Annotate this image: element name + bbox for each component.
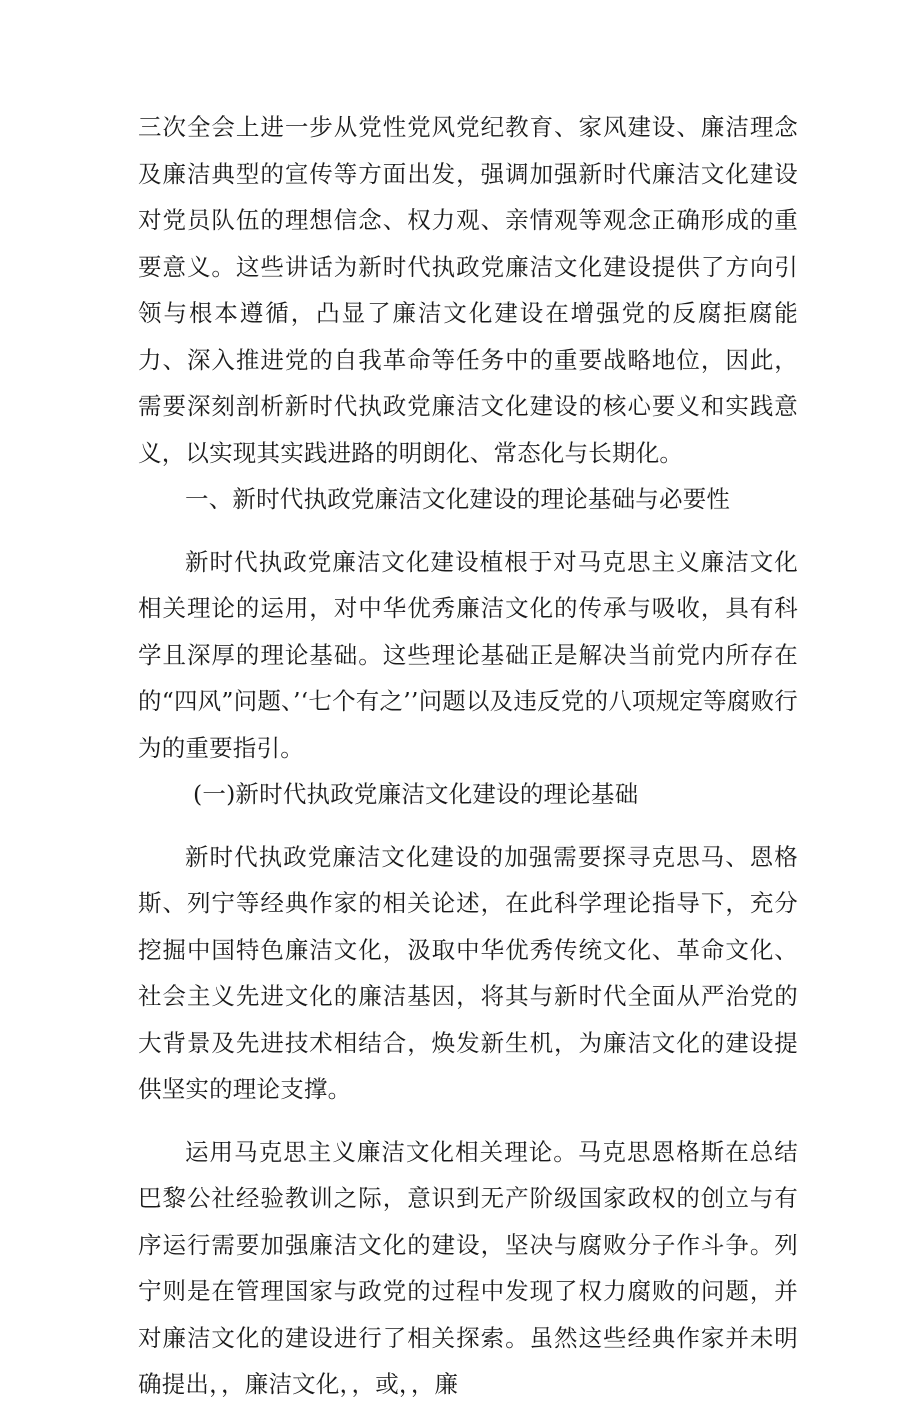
section-heading-1: 一、新时代执政党廉洁文化建设的理论基础与必要性 xyxy=(185,485,731,513)
paragraph-section-1-intro: 新时代执政党廉洁文化建设植根于对马克思主义廉洁文化相关理论的运用，对中华优秀廉洁文化的传承与吸收，具有科学且深厚的理论基础。这些理论基础正是解决当前党内所存在的“四风”问题、’‘七个有之’’问题以及违反党的八项规定等腐败行为的重要指引。 xyxy=(138,547,798,762)
paragraph-marxist-theory: 运用马克思主义廉洁文化相关理论。马克思恩格斯在总结巴黎公社经验教训之际，意识到无产阶级国家政权的创立与有序运行需要加强廉洁文化的建设，坚决与腐败分子作斗争。列宁则是在管理国家与政党的过程中发现了权力腐败的问题，并对廉洁文化的建设进行了相关探索。虽然这些经典作家并未明确提出，，廉洁文化，，或，，廉 xyxy=(138,1137,798,1398)
subsection-heading-1: (一)新时代执政党廉洁文化建设的理论基础 xyxy=(193,780,639,808)
document-page xyxy=(138,104,798,1408)
paragraph-theory-basis: 新时代执政党廉洁文化建设的加强需要探寻克思马、恩格斯、列宁等经典作家的相关论述，在此科学理论指导下，充分挖掘中国特色廉洁文化，汲取中华优秀传统文化、革命文化、社会主义先进文化的廉洁基因，将其与新时代全面从严治党的大背景及先进技术相结合，焕发新生机，为廉洁文化的建设提供坚实的理论支撑。 xyxy=(138,842,798,1103)
paragraph-intro-continuation: 三次全会上进一步从党性党风党纪教育、家风建设、廉洁理念及廉洁典型的宣传等方面出发，强调加强新时代廉洁文化建设对党员队伍的理想信念、权力观、亲情观等观念正确形成的重要意义。这些讲话为新时代执政党廉洁文化建设提供了方向引领与根本遵循，凸显了廉洁文化建设在增强党的反腐拒腐能力、深入推进党的自我革命等任务中的重要战略地位，因此，需要深刻剖析新时代执政党廉洁文化建设的核心要义和实践意义，以实现其实践进路的明朗化、常态化与长期化。 xyxy=(138,113,798,467)
